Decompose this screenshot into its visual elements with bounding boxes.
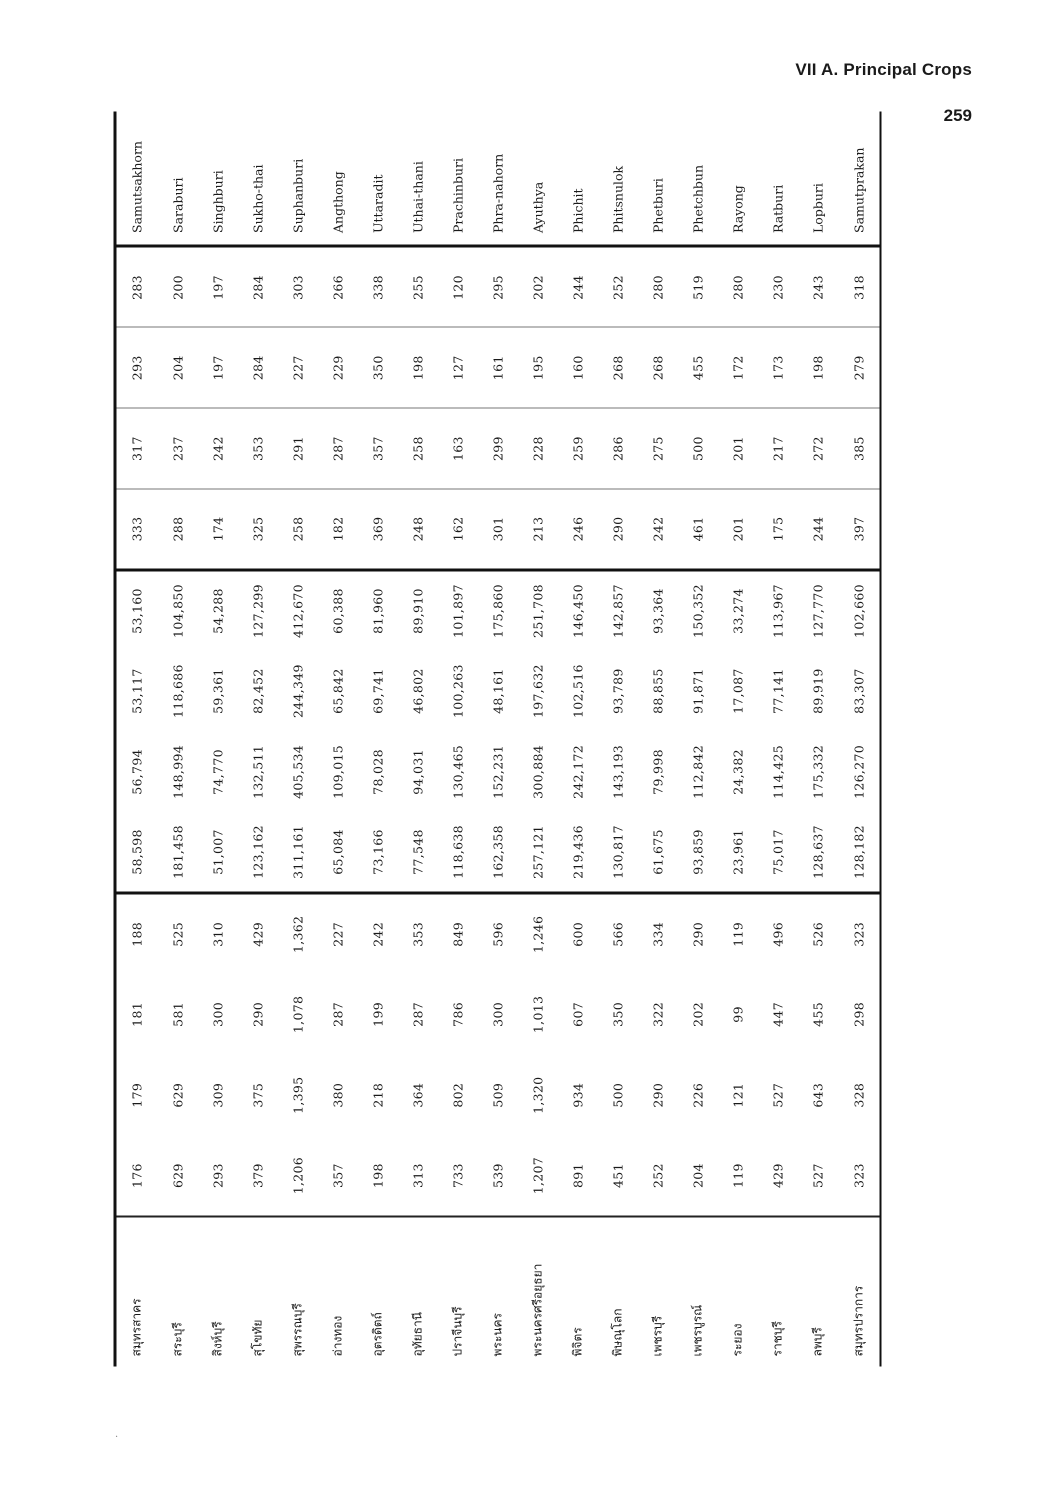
table-cell: 581 bbox=[170, 1002, 186, 1027]
table-cell: 293 bbox=[115, 327, 158, 408]
table-cell: 275 bbox=[638, 408, 678, 489]
table-cell: 252 bbox=[650, 1163, 666, 1188]
table-cell: 629 bbox=[170, 1082, 186, 1108]
table-cell: 202 bbox=[690, 1002, 706, 1027]
table-cell: 496 bbox=[758, 893, 798, 974]
table-cell: 280 bbox=[650, 275, 666, 300]
table-cell: 88,855 bbox=[650, 668, 666, 714]
table-cell: 182 bbox=[318, 489, 358, 570]
province-name-english: Prachinburi bbox=[438, 112, 478, 247]
province-name-english: Rayong bbox=[718, 112, 758, 247]
table-row bbox=[718, 112, 758, 1367]
table-cell: 290 bbox=[678, 893, 718, 974]
table-row bbox=[358, 112, 398, 1367]
table-cell: 802 bbox=[450, 1082, 466, 1108]
table-cell: 181 bbox=[115, 974, 158, 1055]
table-cell: 733 bbox=[450, 1163, 466, 1188]
table-cell: 527 bbox=[810, 1163, 826, 1188]
province-name-thai: พิจิตร bbox=[558, 1217, 598, 1367]
table-cell: 161 bbox=[478, 327, 518, 408]
table-cell: 143,193 bbox=[610, 745, 626, 799]
table-cell: 397 bbox=[838, 489, 880, 570]
table-cell: 300 bbox=[210, 1002, 226, 1027]
table-cell: 132,511 bbox=[250, 745, 266, 799]
table-cell: 226 bbox=[690, 1082, 706, 1108]
table-cell: 75,017 bbox=[770, 829, 786, 875]
table-cell: 364 bbox=[410, 1082, 426, 1108]
province-name-english: Phichit bbox=[558, 112, 598, 247]
table-cell: 142,857 bbox=[598, 570, 638, 651]
province-name-thai: อุทัยธานี bbox=[398, 1217, 438, 1367]
province-name-thai: สุโขทัย bbox=[238, 1217, 278, 1367]
table-cell: 73,166 bbox=[370, 829, 386, 875]
table-cell: 58,598 bbox=[115, 812, 158, 893]
province-name-thai: เพชรบุรี bbox=[638, 1217, 678, 1367]
table-cell: 242 bbox=[638, 489, 678, 570]
table-cell: 323 bbox=[838, 893, 880, 974]
province-name-english: Ratburi bbox=[758, 112, 798, 247]
table-cell: 197 bbox=[198, 327, 238, 408]
province-name-thai: พระนคร bbox=[478, 1217, 518, 1367]
province-name-english: Saraburi bbox=[158, 112, 198, 247]
table-cell: 119 bbox=[730, 1163, 746, 1188]
table-cell: 217 bbox=[758, 408, 798, 489]
table-cell: 219,436 bbox=[570, 825, 586, 879]
table-cell: 303 bbox=[290, 275, 306, 300]
table-cell: 113,967 bbox=[758, 570, 798, 651]
province-name-english: Uttaradit bbox=[358, 112, 398, 247]
table-cell: 258 bbox=[398, 408, 438, 489]
table-cell: 539 bbox=[490, 1163, 506, 1188]
table-cell: 246 bbox=[558, 489, 598, 570]
section-title: VII A. Principal Crops bbox=[795, 60, 972, 79]
table-cell: 405,534 bbox=[290, 745, 306, 799]
province-name-english: Phitsnulok bbox=[598, 112, 638, 247]
province-name-thai: ลพบุรี bbox=[798, 1217, 838, 1367]
table-row bbox=[238, 112, 278, 1367]
table-cell: 54,288 bbox=[198, 570, 238, 651]
table-cell: 120 bbox=[450, 275, 466, 300]
table-cell: 83,307 bbox=[838, 651, 880, 732]
table-cell: 148,994 bbox=[170, 745, 186, 799]
table-cell: 509 bbox=[490, 1082, 506, 1108]
table-row bbox=[518, 112, 558, 1367]
table-cell: 78,028 bbox=[370, 749, 386, 795]
table-cell: 118,686 bbox=[170, 664, 186, 719]
table-cell: 74,770 bbox=[210, 749, 226, 795]
province-name-english: Phetburi bbox=[638, 112, 678, 247]
table-cell: 375 bbox=[250, 1082, 266, 1108]
table-cell: 230 bbox=[770, 275, 786, 300]
table-row bbox=[158, 112, 198, 1367]
table-cell: 357 bbox=[358, 408, 398, 489]
table-cell: 101,897 bbox=[438, 570, 478, 651]
table-row bbox=[318, 112, 358, 1367]
table-row bbox=[678, 112, 718, 1367]
table-body bbox=[115, 112, 881, 1367]
table-cell: 46,802 bbox=[410, 668, 426, 714]
table-cell: 198 bbox=[798, 327, 838, 408]
table-cell: 229 bbox=[318, 327, 358, 408]
table-cell: 607 bbox=[570, 1002, 586, 1027]
table-cell: 198 bbox=[370, 1163, 386, 1188]
table-cell: 379 bbox=[250, 1163, 266, 1188]
table-cell: 199 bbox=[370, 1002, 386, 1027]
table-cell: 311,161 bbox=[290, 825, 306, 879]
province-name-thai: สระบุรี bbox=[158, 1217, 198, 1367]
table-cell: 259 bbox=[558, 408, 598, 489]
province-name-english: Samutprakan bbox=[838, 112, 880, 247]
table-cell: 257,121 bbox=[530, 825, 546, 879]
table-cell: 322 bbox=[650, 1002, 666, 1027]
table-cell: 202 bbox=[530, 275, 546, 300]
table-cell: 1,246 bbox=[518, 893, 558, 974]
crop-statistics-table bbox=[114, 112, 882, 1367]
table-cell: 152,231 bbox=[490, 745, 506, 799]
table-row bbox=[115, 112, 158, 1367]
table-cell: 455 bbox=[678, 327, 718, 408]
table-cell: 1,395 bbox=[290, 1076, 306, 1114]
table-cell: 188 bbox=[115, 893, 158, 974]
province-name-english: Phra-nahorn bbox=[478, 112, 518, 247]
table-cell: 357 bbox=[330, 1163, 346, 1188]
table-cell: 121 bbox=[730, 1082, 746, 1108]
table-cell: 201 bbox=[718, 489, 758, 570]
province-name-english: Singhburi bbox=[198, 112, 238, 247]
table-cell: 112,842 bbox=[690, 745, 706, 799]
province-name-thai: ปราจีนบุรี bbox=[438, 1217, 478, 1367]
table-cell: 128,182 bbox=[838, 812, 880, 893]
table-cell: 291 bbox=[278, 408, 318, 489]
table-row bbox=[598, 112, 638, 1367]
scan-speck: · bbox=[115, 1432, 119, 1443]
table-cell: 162,358 bbox=[490, 825, 506, 879]
table-cell: 104,850 bbox=[158, 570, 198, 651]
table-cell: 242 bbox=[198, 408, 238, 489]
table-cell: 290 bbox=[250, 1002, 266, 1027]
table-cell: 519 bbox=[690, 275, 706, 300]
table-cell: 200 bbox=[170, 275, 186, 300]
table-cell: 412,670 bbox=[278, 570, 318, 651]
table-cell: 350 bbox=[610, 1002, 626, 1027]
table-cell: 53,160 bbox=[115, 570, 158, 651]
table-cell: 290 bbox=[650, 1082, 666, 1108]
table-cell: 197,632 bbox=[530, 664, 546, 719]
table-cell: 59,361 bbox=[210, 668, 226, 714]
table-cell: 179 bbox=[115, 1055, 158, 1136]
province-name-thai: สิงห์บุรี bbox=[198, 1217, 238, 1367]
table-cell: 77,548 bbox=[410, 829, 426, 875]
table-cell: 500 bbox=[610, 1082, 626, 1108]
table-cell: 127,770 bbox=[798, 570, 838, 651]
table-cell: 93,364 bbox=[638, 570, 678, 651]
province-name-thai: ราชบุรี bbox=[758, 1217, 798, 1367]
table-cell: 128,637 bbox=[810, 825, 826, 879]
table-cell: 130,817 bbox=[610, 825, 626, 879]
table-cell: 127 bbox=[438, 327, 478, 408]
table-cell: 1,206 bbox=[290, 1156, 306, 1195]
table-cell: 99 bbox=[730, 1006, 746, 1023]
table-cell: 244 bbox=[798, 489, 838, 570]
table-cell: 24,382 bbox=[730, 749, 746, 795]
table-cell: 310 bbox=[198, 893, 238, 974]
table-cell: 175,860 bbox=[478, 570, 518, 651]
table-cell: 242 bbox=[358, 893, 398, 974]
table-cell: 109,015 bbox=[330, 745, 346, 799]
table-cell: 176 bbox=[115, 1136, 158, 1217]
table-cell: 201 bbox=[718, 408, 758, 489]
table-cell: 286 bbox=[598, 408, 638, 489]
table-cell: 258 bbox=[278, 489, 318, 570]
table-cell: 243 bbox=[810, 275, 826, 300]
province-name-english: Samutsakhorn bbox=[115, 112, 158, 247]
table-cell: 23,961 bbox=[730, 829, 746, 875]
table-cell: 126,270 bbox=[838, 732, 880, 813]
table-cell: 162 bbox=[438, 489, 478, 570]
table-cell: 123,162 bbox=[250, 825, 266, 879]
table-cell: 213 bbox=[518, 489, 558, 570]
table-cell: 48,161 bbox=[490, 668, 506, 714]
table-cell: 94,031 bbox=[410, 749, 426, 795]
table-row bbox=[638, 112, 678, 1367]
table-cell: 204 bbox=[690, 1163, 706, 1188]
province-name-thai: อ่างทอง bbox=[318, 1217, 358, 1367]
table-cell: 280 bbox=[730, 275, 746, 300]
table-cell: 1,013 bbox=[530, 995, 546, 1034]
table-cell: 380 bbox=[330, 1082, 346, 1108]
province-name-english: Ayuthya bbox=[518, 112, 558, 247]
table-cell: 127,299 bbox=[238, 570, 278, 651]
table-cell: 150,352 bbox=[678, 570, 718, 651]
table-cell: 313 bbox=[410, 1163, 426, 1188]
table-cell: 268 bbox=[598, 327, 638, 408]
table-cell: 51,007 bbox=[210, 829, 226, 875]
table-cell: 102,660 bbox=[838, 570, 880, 651]
table-cell: 600 bbox=[558, 893, 598, 974]
table-cell: 334 bbox=[638, 893, 678, 974]
table-cell: 77,141 bbox=[770, 668, 786, 714]
table-cell: 160 bbox=[558, 327, 598, 408]
table-cell: 237 bbox=[158, 408, 198, 489]
table-cell: 175,332 bbox=[810, 745, 826, 799]
table-cell: 175 bbox=[758, 489, 798, 570]
table-cell: 451 bbox=[610, 1163, 626, 1188]
table-cell: 287 bbox=[330, 1002, 346, 1027]
table-cell: 272 bbox=[798, 408, 838, 489]
table-cell: 79,998 bbox=[650, 749, 666, 795]
table-cell: 525 bbox=[158, 893, 198, 974]
table-cell: 323 bbox=[838, 1136, 880, 1217]
table-cell: 172 bbox=[718, 327, 758, 408]
table-cell: 849 bbox=[438, 893, 478, 974]
table-cell: 500 bbox=[678, 408, 718, 489]
table-row bbox=[278, 112, 318, 1367]
table-cell: 173 bbox=[758, 327, 798, 408]
table-cell: 309 bbox=[210, 1082, 226, 1108]
table-cell: 227 bbox=[278, 327, 318, 408]
table-cell: 252 bbox=[610, 275, 626, 300]
table-cell: 227 bbox=[318, 893, 358, 974]
table-cell: 204 bbox=[158, 327, 198, 408]
table-cell: 93,789 bbox=[610, 668, 626, 714]
table-row bbox=[438, 112, 478, 1367]
table-cell: 318 bbox=[838, 247, 880, 328]
table-cell: 333 bbox=[115, 489, 158, 570]
table-cell: 284 bbox=[238, 327, 278, 408]
table-cell: 527 bbox=[770, 1082, 786, 1108]
table-cell: 81,960 bbox=[358, 570, 398, 651]
table-cell: 65,084 bbox=[330, 829, 346, 875]
table-cell: 89,910 bbox=[398, 570, 438, 651]
table-cell: 328 bbox=[838, 1055, 880, 1136]
table-cell: 61,675 bbox=[650, 829, 666, 875]
table-cell: 284 bbox=[250, 275, 266, 300]
page-number: 259 bbox=[943, 106, 972, 125]
table-cell: 56,794 bbox=[115, 732, 158, 813]
table-cell: 455 bbox=[810, 1002, 826, 1027]
table-cell: 93,859 bbox=[690, 829, 706, 875]
table-cell: 244 bbox=[570, 275, 586, 300]
table-row bbox=[758, 112, 798, 1367]
table-cell: 629 bbox=[170, 1163, 186, 1188]
table-row bbox=[838, 112, 880, 1367]
province-name-thai: สุพรรณบุรี bbox=[278, 1217, 318, 1367]
table-cell: 69,741 bbox=[370, 668, 386, 714]
table-cell: 118,638 bbox=[450, 825, 466, 879]
table-cell: 934 bbox=[570, 1082, 586, 1108]
table-cell: 65,842 bbox=[330, 668, 346, 714]
table-cell: 1,362 bbox=[278, 893, 318, 974]
table-cell: 385 bbox=[838, 408, 880, 489]
table-cell: 353 bbox=[238, 408, 278, 489]
table-cell: 17,087 bbox=[730, 668, 746, 714]
table-cell: 130,465 bbox=[450, 745, 466, 799]
table-cell: 197 bbox=[210, 275, 226, 300]
table-cell: 242,172 bbox=[570, 745, 586, 799]
table-cell: 82,452 bbox=[250, 668, 266, 714]
table-row bbox=[558, 112, 598, 1367]
table-cell: 300,884 bbox=[530, 745, 546, 799]
table-cell: 287 bbox=[318, 408, 358, 489]
table-cell: 174 bbox=[198, 489, 238, 570]
table-cell: 100,263 bbox=[450, 664, 466, 719]
table-cell: 338 bbox=[370, 275, 386, 300]
table-cell: 429 bbox=[770, 1163, 786, 1188]
table-cell: 295 bbox=[490, 275, 506, 300]
province-name-thai: เพชรบูรณ์ bbox=[678, 1217, 718, 1367]
province-name-english: Phetchbun bbox=[678, 112, 718, 247]
table-cell: 283 bbox=[115, 247, 158, 328]
table-cell: 350 bbox=[358, 327, 398, 408]
table-row bbox=[798, 112, 838, 1367]
table-cell: 119 bbox=[718, 893, 758, 974]
province-name-english: Uthai-thani bbox=[398, 112, 438, 247]
table-cell: 102,516 bbox=[570, 664, 586, 719]
table-cell: 244,349 bbox=[290, 664, 306, 719]
table-cell: 290 bbox=[598, 489, 638, 570]
table-cell: 268 bbox=[638, 327, 678, 408]
province-name-thai: ระยอง bbox=[718, 1217, 758, 1367]
table-cell: 279 bbox=[838, 327, 880, 408]
province-name-thai: สมุทรปราการ bbox=[838, 1217, 880, 1367]
table-cell: 228 bbox=[518, 408, 558, 489]
table-cell: 429 bbox=[238, 893, 278, 974]
table-cell: 53,117 bbox=[115, 651, 158, 732]
table-cell: 163 bbox=[438, 408, 478, 489]
province-name-thai: อุตรดิตถ์ bbox=[358, 1217, 398, 1367]
province-name-english: Sukho-thai bbox=[238, 112, 278, 247]
table-cell: 1,207 bbox=[530, 1156, 546, 1195]
table-cell: 218 bbox=[370, 1082, 386, 1108]
table-row bbox=[478, 112, 518, 1367]
table-cell: 317 bbox=[115, 408, 158, 489]
table-cell: 786 bbox=[450, 1002, 466, 1027]
province-name-thai: พิษณุโลก bbox=[598, 1217, 638, 1367]
table-cell: 353 bbox=[398, 893, 438, 974]
table-cell: 89,919 bbox=[810, 668, 826, 714]
table-cell: 369 bbox=[358, 489, 398, 570]
table-cell: 33,274 bbox=[718, 570, 758, 651]
province-name-english: Lopburi bbox=[798, 112, 838, 247]
table-cell: 181,458 bbox=[170, 825, 186, 879]
table-cell: 325 bbox=[238, 489, 278, 570]
table-cell: 251,708 bbox=[518, 570, 558, 651]
table-cell: 891 bbox=[570, 1163, 586, 1188]
table-cell: 195 bbox=[518, 327, 558, 408]
table-cell: 288 bbox=[158, 489, 198, 570]
table-cell: 198 bbox=[398, 327, 438, 408]
table-cell: 596 bbox=[478, 893, 518, 974]
table-row bbox=[198, 112, 238, 1367]
table-cell: 298 bbox=[838, 974, 880, 1055]
table-cell: 114,425 bbox=[770, 745, 786, 799]
table-cell: 447 bbox=[770, 1002, 786, 1027]
table-cell: 301 bbox=[478, 489, 518, 570]
province-name-english: Suphanburi bbox=[278, 112, 318, 247]
table-cell: 146,450 bbox=[558, 570, 598, 651]
table-row bbox=[398, 112, 438, 1367]
table-cell: 287 bbox=[410, 1002, 426, 1027]
table-cell: 91,871 bbox=[690, 668, 706, 714]
table-cell: 266 bbox=[330, 275, 346, 300]
table-cell: 255 bbox=[410, 275, 426, 300]
table-cell: 461 bbox=[678, 489, 718, 570]
table-cell: 643 bbox=[810, 1082, 826, 1108]
table-cell: 1,320 bbox=[530, 1076, 546, 1114]
province-name-thai: สมุทรสาคร bbox=[115, 1217, 158, 1367]
table-cell: 293 bbox=[210, 1163, 226, 1188]
province-name-english: Angthong bbox=[318, 112, 358, 247]
table-cell: 526 bbox=[798, 893, 838, 974]
table-cell: 1,078 bbox=[290, 995, 306, 1034]
table-cell: 566 bbox=[598, 893, 638, 974]
table-cell: 300 bbox=[490, 1002, 506, 1027]
table-cell: 60,388 bbox=[318, 570, 358, 651]
table-cell: 299 bbox=[478, 408, 518, 489]
table-cell: 248 bbox=[398, 489, 438, 570]
province-name-thai: พระนครศรีอยุธยา bbox=[518, 1217, 558, 1367]
rotated-table-frame bbox=[114, 112, 882, 1367]
